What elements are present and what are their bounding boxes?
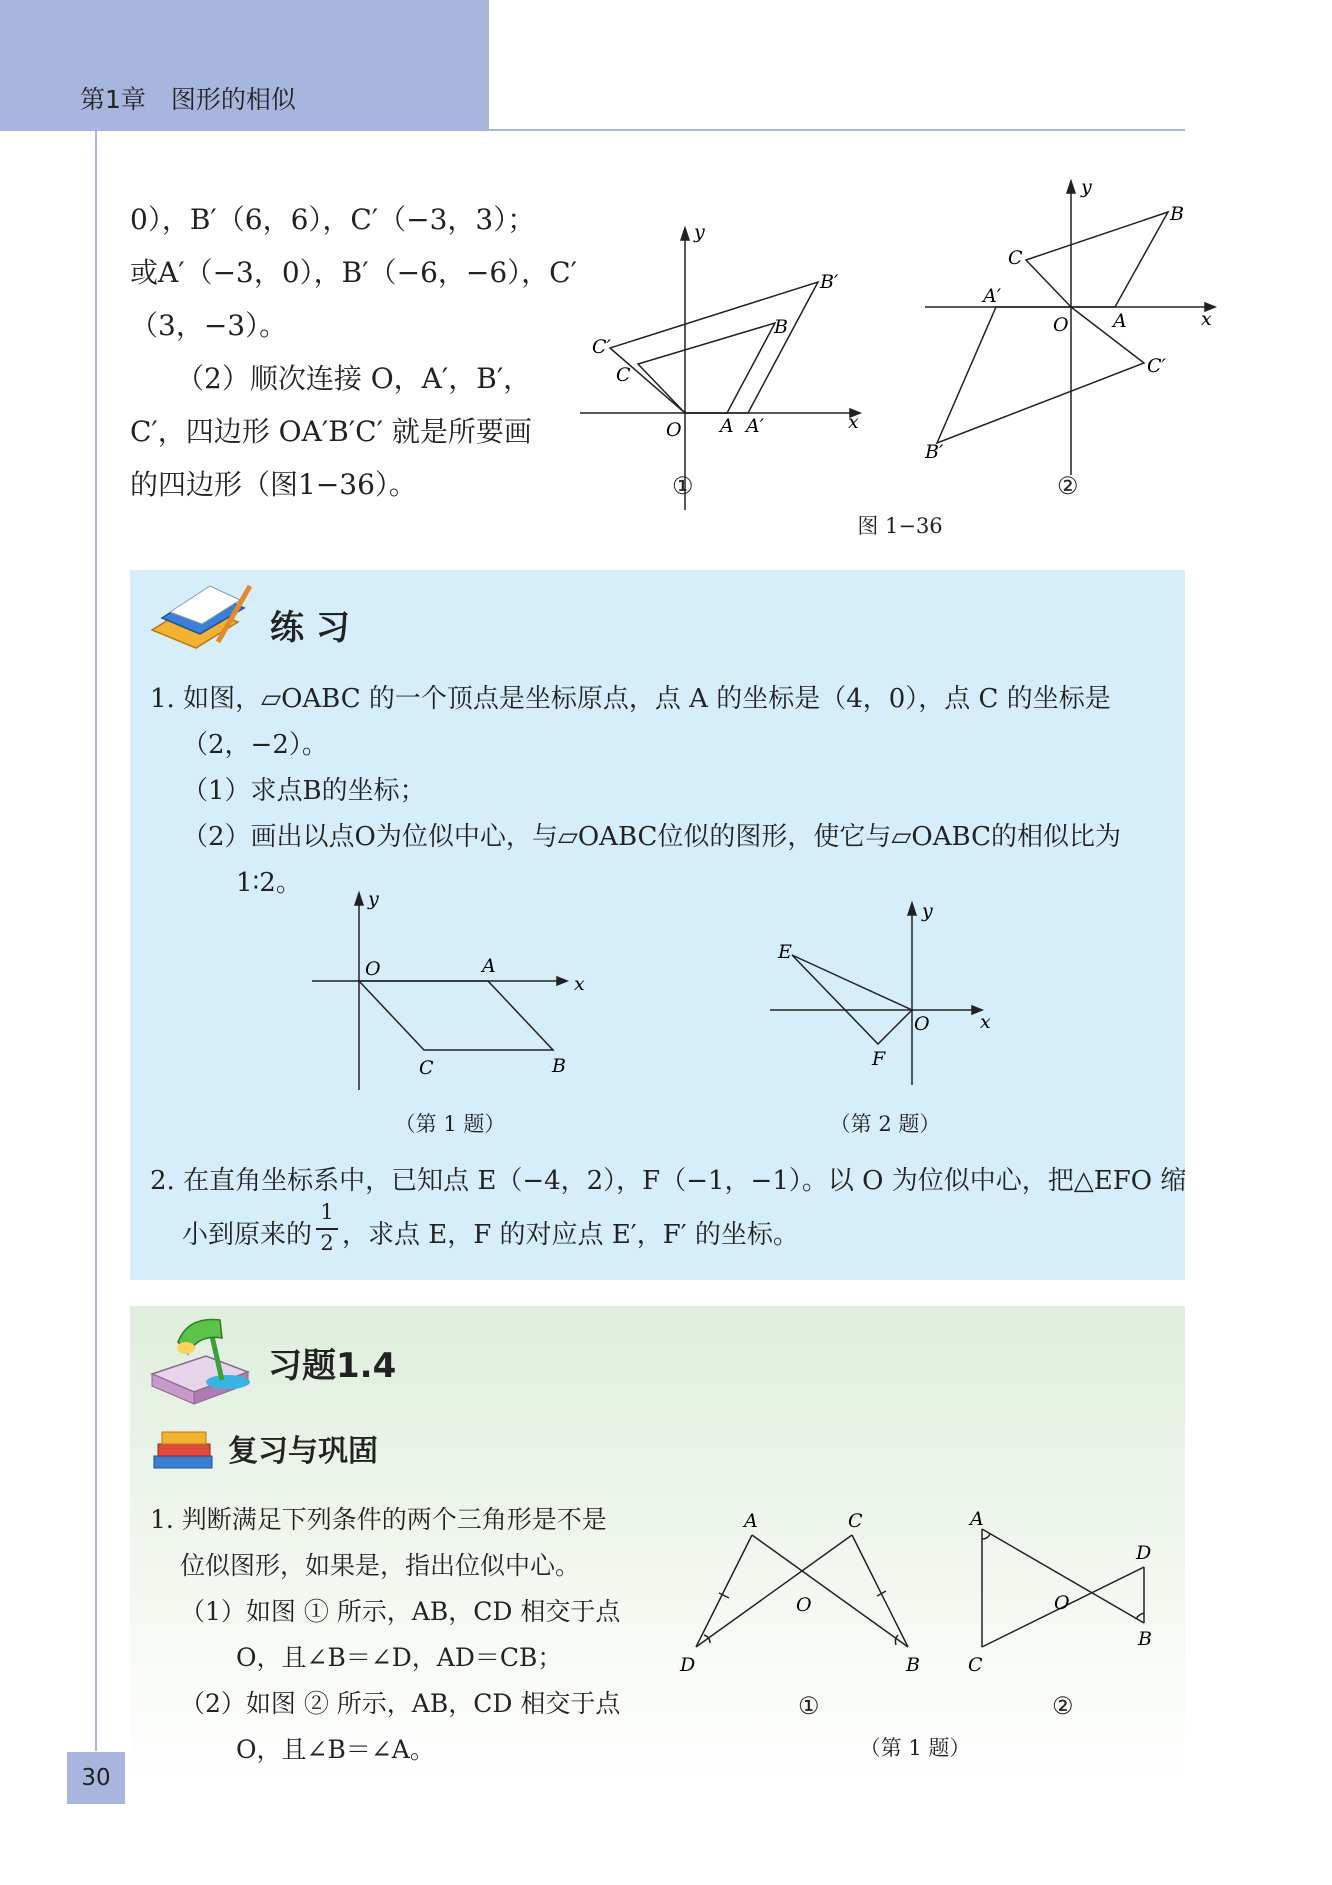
label-x: x (980, 1011, 991, 1033)
exercise-figure-sub-label-1: ① (798, 1692, 820, 1720)
triangle-efo (792, 955, 912, 1044)
label-x: x (1201, 308, 1212, 330)
practice-title: 练 习 (270, 608, 350, 648)
practice-q2-line-2-suffix: ，求点 E，F 的对应点 E′，F′ 的坐标。 (342, 1220, 799, 1250)
label-C: C (968, 1654, 983, 1676)
y-axis-arrow (681, 228, 689, 240)
y-axis-arrow (355, 893, 363, 905)
chapter-title: 第1章 图形的相似 (80, 85, 296, 114)
label-C: C (419, 1057, 434, 1079)
practice-figure-2-caption: （第 2 题） (829, 1112, 941, 1136)
exercise-q1-sub-1-b: O，且∠B＝∠D，AD＝CB； (236, 1643, 563, 1672)
label-B: B (774, 316, 788, 338)
label-A: A (744, 1510, 758, 1532)
exercise-figure-1 (672, 1505, 942, 1705)
label-A-prime: A′ (983, 285, 1002, 307)
practice-q1-line-2: （2，−2）。 (182, 730, 328, 760)
page-number: 30 (67, 1752, 125, 1804)
label-x: x (848, 411, 859, 433)
practice-q1-sub-2: （2）画出以点O为位似中心，与▱OABC位似的图形，使它与▱OABC的相似比为 (182, 822, 1121, 852)
y-axis-arrow (908, 903, 916, 915)
label-C-prime: C′ (1147, 355, 1166, 377)
segment-cd (696, 1535, 852, 1647)
label-A: A (970, 1508, 984, 1530)
label-A-prime: A′ (746, 415, 765, 437)
parallelogram-oabc (359, 981, 553, 1050)
label-y: y (922, 900, 933, 922)
practice-figure-1-caption: （第 1 题） (394, 1112, 506, 1136)
exercise-q1-sub-2-b: O，且∠B＝∠A。 (236, 1735, 435, 1764)
intro-line-1: 0），B′（6，6），C′（−3，3）； (130, 203, 536, 236)
figure-1-36-caption: 图 1−36 (857, 514, 943, 538)
label-D: D (1136, 1542, 1152, 1564)
intro-line-5: C′，四边形 OA′B′C′ 就是所要画 (130, 415, 532, 448)
x-axis-arrow (557, 977, 567, 985)
fraction-bar (316, 1228, 338, 1230)
label-O: O (365, 958, 381, 980)
exercise-q1-line-1: 1. 判断满足下列条件的两个三角形是不是 (150, 1505, 607, 1534)
exercise-q1-sub-1-a: （1）如图 ① 所示，AB，CD 相交于点 (180, 1597, 621, 1626)
exercise-figure-caption: （第 1 题） (859, 1736, 971, 1760)
practice-q1-sub-1: （1）求点B的坐标； (182, 776, 426, 806)
exercise-figure-2 (960, 1505, 1160, 1705)
quad-oabc-prime (610, 282, 818, 413)
label-C: C (1008, 247, 1023, 269)
label-A: A (720, 415, 734, 437)
label-B: B (906, 1654, 920, 1676)
exercise-title: 习题1.4 (268, 1346, 397, 1386)
exercise-q1-sub-2-a: （2）如图 ② 所示，AB，CD 相交于点 (180, 1689, 621, 1718)
label-O: O (666, 419, 682, 441)
label-B-prime: B′ (820, 271, 839, 293)
label-O: O (796, 1594, 812, 1616)
exercise-q1-line-2: 位似图形，如果是，指出位似中心。 (180, 1551, 581, 1580)
practice-q2-line-2-prefix: 小到原来的 (182, 1220, 313, 1250)
label-F: F (872, 1048, 886, 1070)
practice-q1-line-1: 1. 如图，▱OABC 的一个顶点是坐标原点，点 A 的坐标是（4，0），点 C 的坐标是 (150, 684, 1111, 714)
label-A: A (482, 955, 496, 977)
label-A: A (1113, 310, 1127, 332)
intro-line-4: （2）顺次连接 O，A′，B′， (176, 362, 532, 395)
label-x: x (574, 973, 585, 995)
header-rule (489, 129, 1185, 131)
segment-cb (852, 1535, 908, 1647)
figure-1-36-sub2-label: ② (1057, 472, 1079, 500)
fraction-numerator: 1 (320, 1200, 334, 1224)
intro-line-2: 或A′（−3，0），B′（−6，−6），C′ (130, 256, 577, 289)
intro-line-6: 的四边形（图1−36）。 (130, 468, 417, 501)
label-C: C (616, 364, 631, 386)
fraction-denominator: 2 (320, 1231, 334, 1255)
figure-1-36-sub1-label: ① (672, 472, 694, 500)
label-E: E (778, 941, 792, 963)
quad-oabc (1026, 212, 1168, 307)
books-icon (150, 1426, 220, 1472)
label-y: y (694, 221, 705, 243)
intro-line-3: （3，−3）。 (130, 309, 288, 342)
label-B: B (1170, 203, 1184, 225)
angle-b (1136, 1613, 1144, 1619)
segment-ad (696, 1535, 752, 1647)
label-B: B (1138, 1628, 1152, 1650)
notebook-pencil-icon (148, 582, 254, 652)
practice-figure-1 (312, 890, 592, 1100)
label-B: B (552, 1055, 566, 1077)
angle-a (982, 1534, 990, 1539)
label-C-prime: C′ (592, 336, 611, 358)
label-O: O (1054, 1592, 1070, 1614)
margin-rule (95, 131, 97, 1751)
exercise-figure-sub-label-2: ② (1052, 1692, 1074, 1720)
label-O: O (1053, 314, 1069, 336)
practice-q1-ratio: 1∶2。 (236, 868, 302, 898)
label-O: O (914, 1013, 930, 1035)
exercise-subsection-title: 复习与巩固 (228, 1434, 378, 1469)
figure-1-36-part-2 (925, 175, 1225, 475)
label-D: D (680, 1654, 696, 1676)
figure-1-36-part-1 (580, 220, 880, 510)
practice-figure-2 (770, 900, 1010, 1100)
label-y: y (1081, 176, 1092, 198)
label-C: C (848, 1510, 863, 1532)
practice-q2-line-1: 2. 在直角坐标系中，已知点 E（−4，2），F（−1，−1）。以 O 为位似中心，把△EFO 缩 (150, 1166, 1187, 1196)
y-axis-arrow (1067, 181, 1075, 193)
label-y: y (368, 890, 379, 910)
lamp-book-icon (148, 1312, 258, 1406)
label-B-prime: B′ (925, 441, 944, 463)
